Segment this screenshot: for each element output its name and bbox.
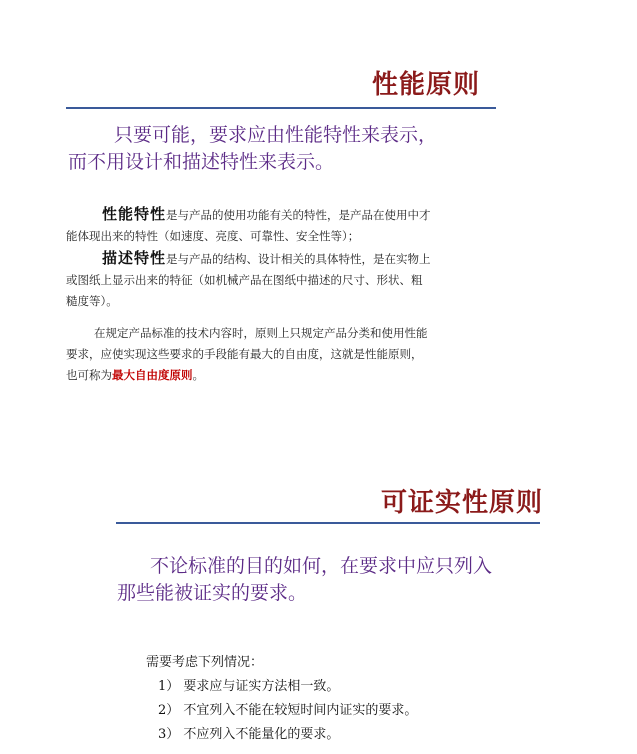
section2-divider [116,522,540,524]
descriptive-def-line1: 是与产品的结构、设计相关的具体特性，是在实物上 [166,252,431,266]
section2-lead-line2: 那些能被证实的要求。 [117,582,308,604]
descriptive-characteristic-paragraph [66,248,506,312]
performance-def-line1: 是与产品的使用功能有关的特性，是产品在使用中才 [166,208,431,222]
principle-line1: 在规定产品标准的技术内容时，原则上只规定产品分类和使用性能 [94,326,428,340]
section1-title: 性能原则 [372,70,481,100]
principle-line3-suffix: 。 [192,368,204,382]
performance-def-line2: 能体现出来的特性（如速度、亮度、可靠性、安全性等）； [66,229,360,243]
performance-term: 性能特性 [102,205,167,223]
descriptive-def-line2: 或图纸上显示出来的特征（如机械产品在图纸中描述的尺寸、形状、粗 [66,273,423,287]
section1-divider [66,107,496,109]
max-freedom-principle-highlight: 最大自由度原则 [112,368,193,382]
consideration-item-3: 3） 不应列入不能量化的要求。 [158,727,340,742]
considerations-intro: 需要考虑下列情况： [146,655,264,670]
principle-line2: 要求，应使实现这些要求的手段能有最大的自由度，这就是性能原则， [66,347,423,361]
consideration-item-2: 2） 不宜列入不能在较短时间内证实的要求。 [158,703,418,718]
principle-line3-prefix: 也可称为 [66,368,112,382]
section1-lead-line1: 只要可能，要求应由性能特性来表示， [114,124,438,146]
section2-lead-line1: 不论标准的目的如何，在要求中应只列入 [150,555,493,577]
performance-characteristic-paragraph [66,204,506,247]
descriptive-def-line3: 糙度等）。 [66,294,118,308]
section1-lead-line2: 而不用设计和描述特性来表示。 [68,151,335,173]
consideration-item-1: 1） 要求应与证实方法相一致。 [158,679,340,694]
section2-title: 可证实性原则 [381,488,544,518]
descriptive-term: 描述特性 [102,249,167,267]
principle-paragraph [66,323,506,386]
